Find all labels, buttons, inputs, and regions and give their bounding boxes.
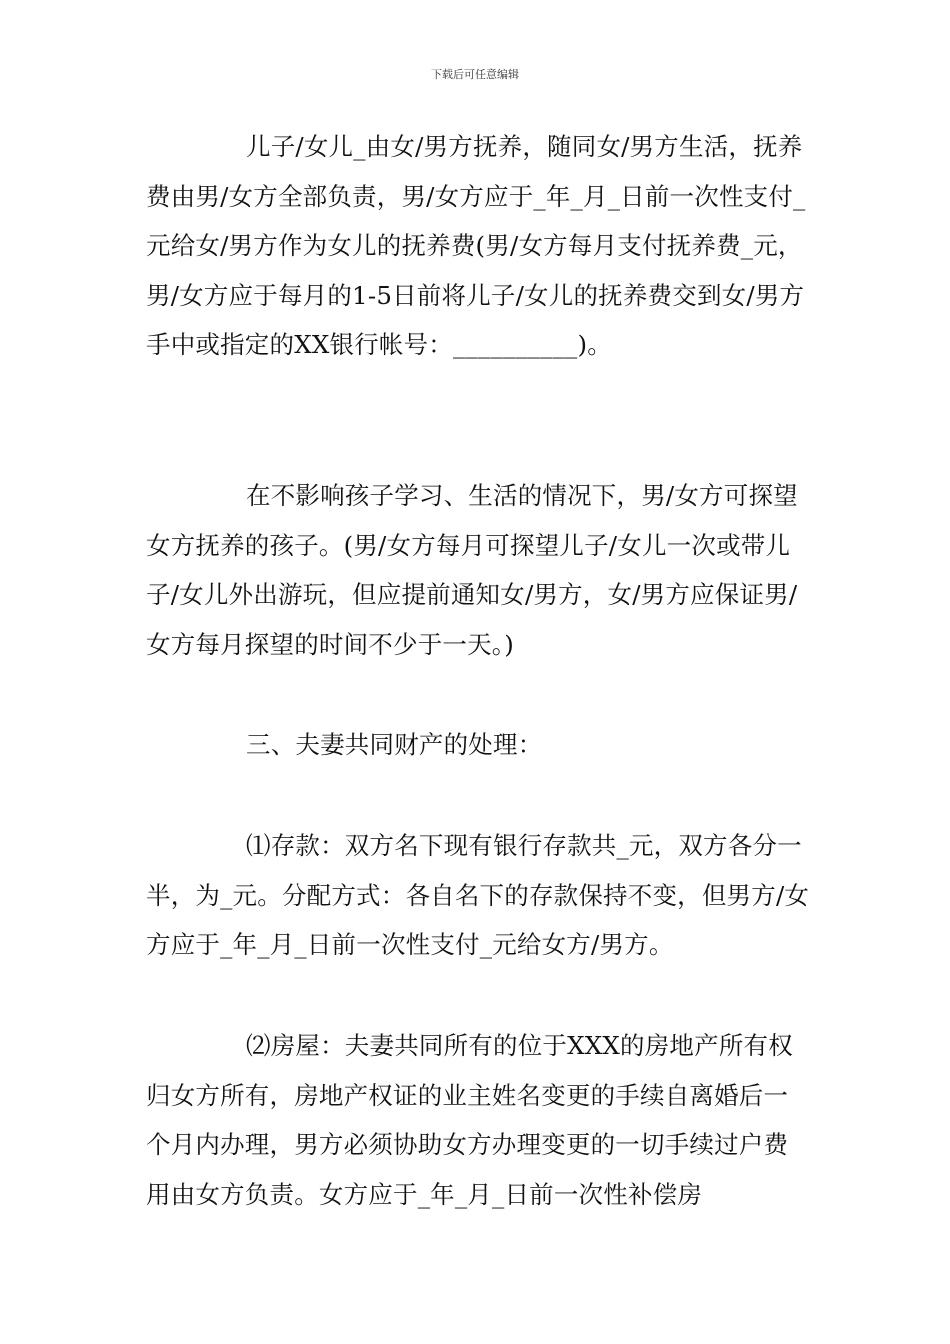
paragraph-house: ⑵房屋：夫妻共同所有的位于XXX的房地产所有权归女方所有，房地产权证的业主姓名变更的手续自离婚后一个月内办理，男方必须协助女方办理变更的一切手续过户费用由女方负责。女方应于_年_月_日前一次性补偿房: [146, 1031, 793, 1209]
section-heading-property: 三、夫妻共同财产的处理：: [246, 730, 543, 759]
paragraph-visitation: 在不影响孩子学习、生活的情况下，男/女方可探望女方抚养的孩子。(男/女方每月可探望儿子/女儿一次或带儿子/女儿外出游玩，但应提前通知女/男方，女/男方应保证男/女方每月探望的时间不少于一天。): [146, 481, 798, 659]
paragraph-deposits: ⑴存款：双方名下现有银行存款共_元，双方各分一半，为_元。分配方式：各自名下的存款保持不变，但男方/女方应于_年_月_日前一次性支付_元给女方/男方。: [146, 831, 810, 959]
paragraph-child-support: 儿子/女儿_由女/男方抚养，随同女/男方生活，抚养费由男/女方全部负责，男/女方应于_年_月_日前一次性支付_元给女/男方作为女儿的抚养费(男/女方每月支付抚养费_元，男/女方应于每月的1-5日前将儿子/女儿的抚养费交到女/男方手中或指定的XX银行帐号：__________)。: [146, 132, 806, 359]
header-note: 下载后可任意编辑: [431, 68, 519, 81]
